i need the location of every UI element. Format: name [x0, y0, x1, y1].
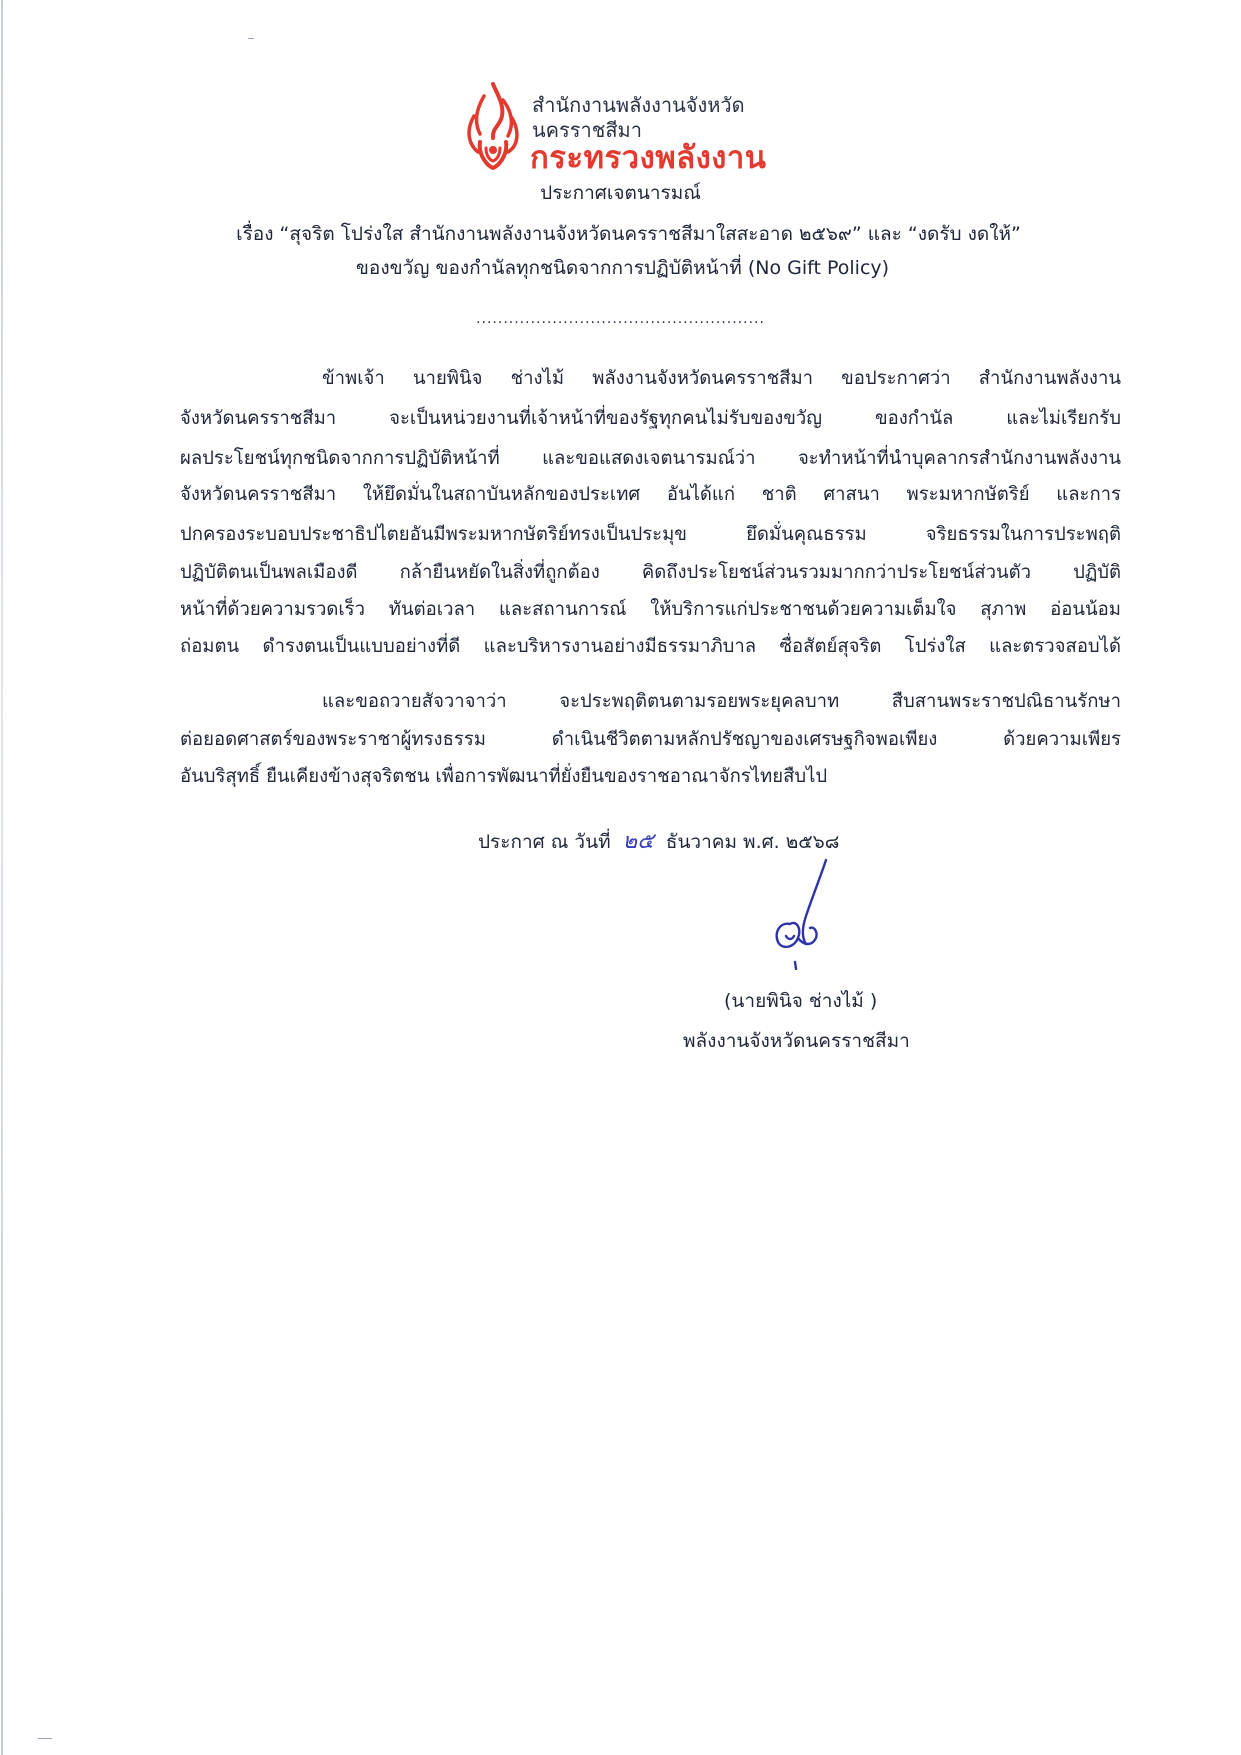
scan-mark — [248, 38, 254, 39]
date-month-year: ธันวาคม พ.ศ. ๒๕๖๘ — [665, 831, 840, 853]
flame-emblem-icon — [462, 82, 524, 174]
organization-name: สำนักงานพลังงานจังหวัด — [532, 93, 745, 117]
paragraph-1-line: จังหวัดนครราชสีมา จะเป็นหน่วยงานที่เจ้าหน้าที่ของรัฐทุกคนไม่รับของขวัญ ของกำนัล และไม่เรียกรับ — [180, 408, 1121, 429]
scan-mark — [38, 1738, 52, 1739]
paragraph-2-line: ต่อยอดศาสตร์ของพระราชาผู้ทรงธรรม ดำเนินชีวิตตามหลักปรัชญาของเศรษฐกิจพอเพียง ด้วยความเพียร — [180, 729, 1121, 750]
date-prefix: ประกาศ ณ วันที่ — [478, 831, 611, 853]
paragraph-2-line: และขอถวายสัจวาจาว่า จะประพฤติตนตามรอยพระยุคลบาท สืบสานพระราชปณิธานรักษา — [322, 691, 1121, 712]
signer-position: พลังงานจังหวัดนครราชสีมา — [683, 1030, 910, 1052]
subject-line-2: ของขวัญ ของกำนัลทุกชนิดจากการปฏิบัติหน้าที่ (No Gift Policy) — [355, 257, 890, 279]
organization-province: นครราชสีมา — [532, 118, 642, 142]
paragraph-1-line: ปกครองระบอบประชาธิปไตยอันมีพระมหากษัตริย์ทรงเป็นประมุข ยึดมั่นคุณธรรม จริยธรรมในการประพฤติ — [180, 524, 1121, 545]
paragraph-1-line: ผลประโยชน์ทุกชนิดจากการปฏิบัติหน้าที่ และขอแสดงเจตนารมณ์ว่า จะทำหน้าที่นำบุคลากรสำนักงานพลังงาน — [180, 448, 1121, 469]
announcement-date — [478, 829, 839, 855]
paragraph-1-line: ถ่อมตน ดำรงตนเป็นแบบอย่างที่ดี และบริหารงานอย่างมีธรรมาภิบาล ซื่อสัตย์สุจริต โปร่งใส และตรวจสอบได้ — [180, 636, 1121, 657]
paragraph-1-line: จังหวัดนครราชสีมา ให้ยึดมั่นในสถาบันหลักของประเทศ อันได้แก่ ชาติ ศาสนา พระมหากษัตริย์ และการ — [180, 484, 1121, 505]
subject-line-1: เรื่อง “สุจริต โปร่งใส สำนักงานพลังงานจังหวัดนครราชสีมาใสสะอาด ๒๕๖๙” และ “งดรับ งดให้” — [236, 223, 1021, 245]
dotted-separator: ..................................................... — [476, 311, 765, 327]
document-title: ประกาศเจตนารมณ์ — [540, 182, 701, 204]
ministry-name: กระทรวงพลังงาน — [530, 140, 767, 176]
paragraph-1-line: หน้าที่ด้วยความรวดเร็ว ทันต่อเวลา และสถานการณ์ ให้บริการแก่ประชาชนด้วยความเต็มใจ สุภาพ อ่อนน้อม — [180, 599, 1121, 620]
handwritten-day: ๒๕ — [622, 829, 654, 854]
signature-icon — [768, 858, 838, 970]
signer-name: (นายพินิจ ช่างไม้ ) — [724, 990, 878, 1012]
paragraph-1-line: ข้าพเจ้า นายพินิจ ช่างไม้ พลังงานจังหวัดนครราชสีมา ขอประกาศว่า สำนักงานพลังงาน — [322, 368, 1121, 389]
paragraph-2-line: อันบริสุทธิ์ ยืนเคียงข้างสุจริตชน เพื่อการพัฒนาที่ยั่งยืนของราชอาณาจักรไทยสืบไป — [180, 766, 828, 787]
paragraph-1-line: ปฏิบัติตนเป็นพลเมืองดี กล้ายืนหยัดในสิ่งที่ถูกต้อง คิดถึงประโยชน์ส่วนรวมมากกว่าประโยชน์ส่วนตัว ปฏิบัติ — [180, 562, 1121, 583]
